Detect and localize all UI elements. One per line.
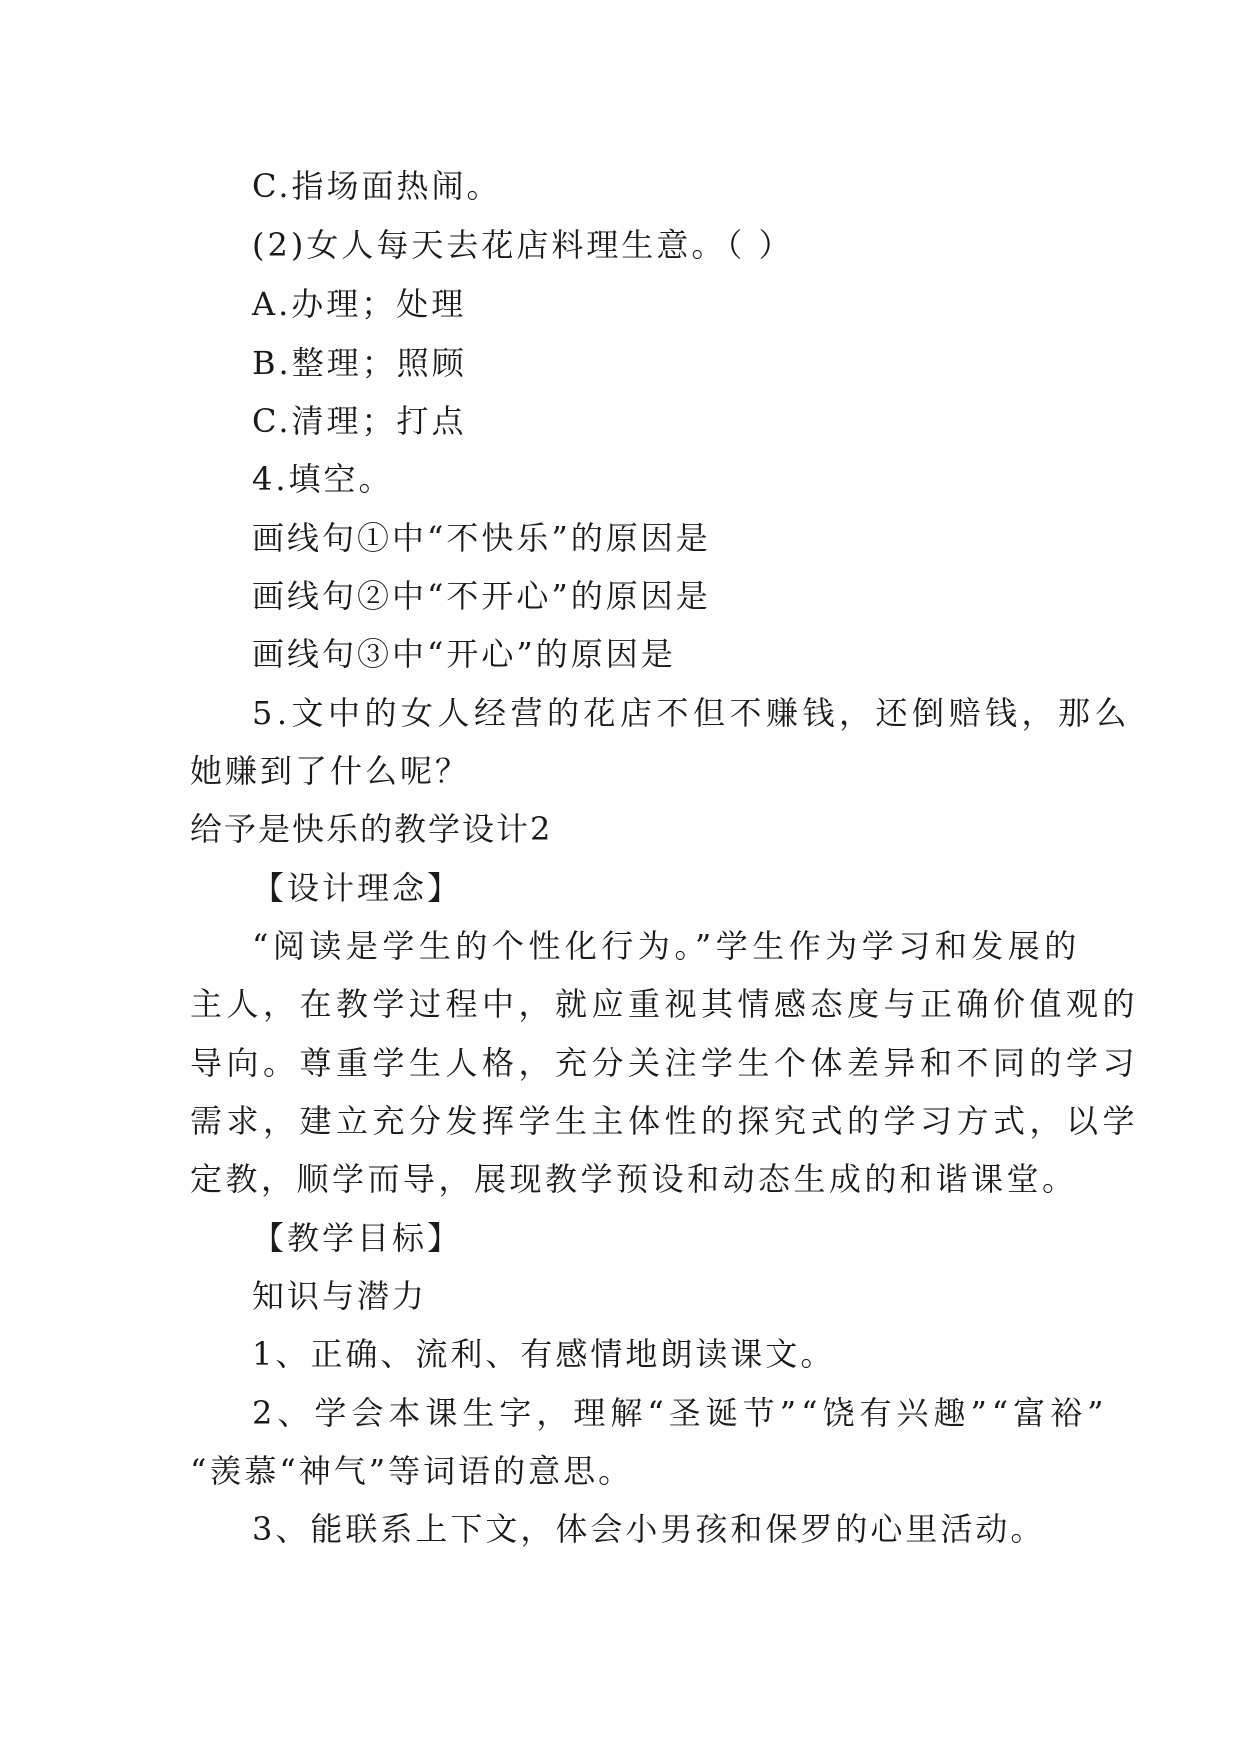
fill-blank-2: 画线句②中“不开心”的原因是 [252,577,711,615]
paragraph-line-5: 定教，顺学而导，展现教学预设和动态生成的和谐课堂。 [190,1160,1078,1198]
question-5-line-2: 她赚到了什么呢？ [190,752,471,790]
option-b-2: B.整理；照顾 [252,344,467,382]
question-5-line-1: 5.文中的女人经营的花店不但不赚钱，还倒赔钱，那么 [252,694,1132,732]
goal-3: 3、能联系上下文，体会小男孩和保罗的心里活动。 [252,1510,1046,1548]
paragraph-line-2: 主人，在教学过程中，就应重视其情感态度与正确价值观的 [190,985,1140,1023]
option-a-2: A.办理；处理 [252,285,467,323]
question-4: 4.填空。 [252,460,394,498]
heading-design-concept: 【设计理念】 [252,869,463,907]
paragraph-line-4: 需求，建立充分发挥学生主体性的探究式的学习方式，以学 [190,1102,1140,1140]
goal-2-line-2: “羡慕“神气”等词语的意思。 [190,1452,634,1490]
option-c-1: C.指场面热闹。 [252,167,502,205]
goal-1: 1、正确、流利、有感情地朗读课文。 [252,1335,836,1373]
option-c-2: C.清理；打点 [252,402,467,440]
section-title: 给予是快乐的教学设计2 [190,810,553,848]
paragraph-line-3: 导向。尊重学生人格，充分关注学生个体差异和不同的学习 [190,1044,1140,1082]
fill-blank-3: 画线句③中“开心”的原因是 [252,635,676,673]
subheading-knowledge-ability: 知识与潜力 [252,1277,428,1315]
question-2-2: (2)女人每天去花店料理生意。（ ） [252,226,794,264]
goal-2-line-1: 2、学会本课生字，理解“圣诞节”“饶有兴趣”“富裕” [252,1394,1109,1432]
heading-teaching-goals: 【教学目标】 [252,1219,463,1257]
paragraph-line-1: “阅读是学生的个性化行为。”学生作为学习和发展的 [252,927,1081,965]
fill-blank-1: 画线句①中“不快乐”的原因是 [252,519,711,557]
